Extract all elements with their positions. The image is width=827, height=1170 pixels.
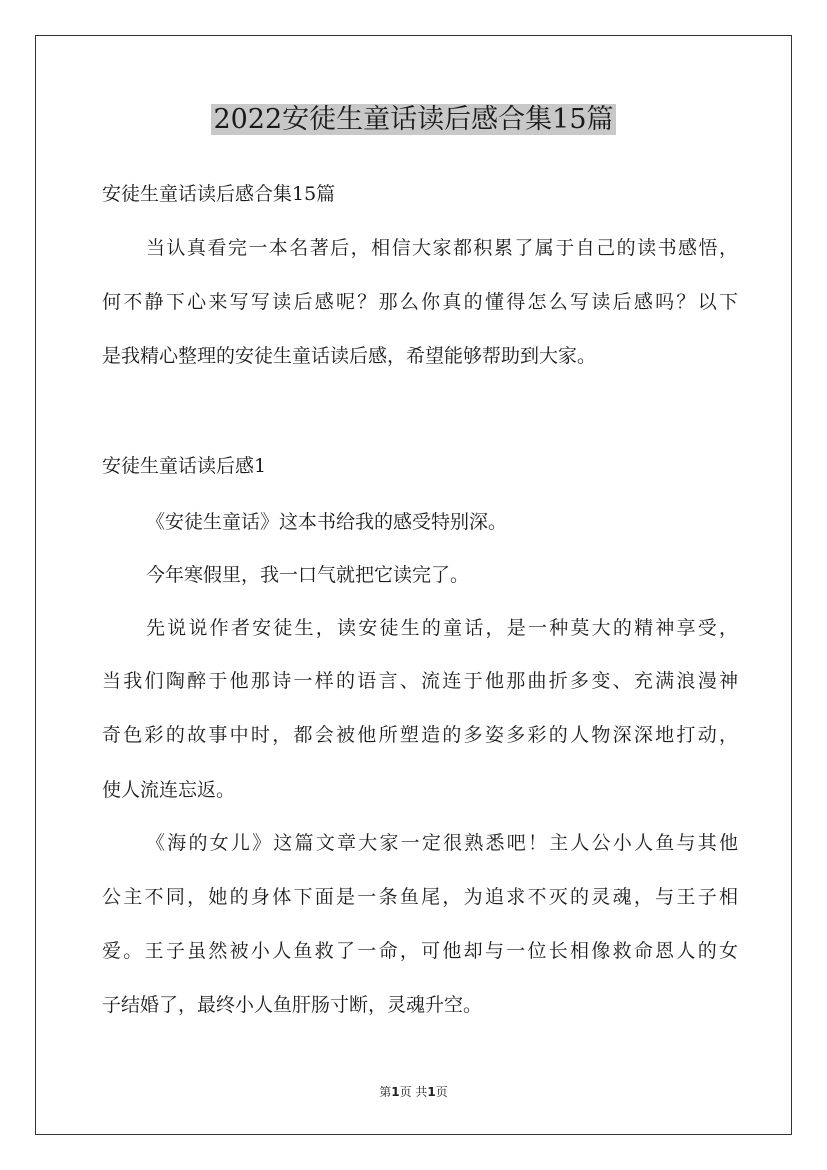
paragraph-2: 今年寒假里，我一口气就把它读完了。 (146, 564, 470, 586)
paragraph-4-line-4: 子结婚了，最终小人鱼肝肠寸断，灵魂升空。 (102, 994, 483, 1016)
page-footer (0, 1084, 827, 1100)
document-subtitle: 安徒生童话读后感合集15篇 (102, 183, 336, 205)
footer-total-pages: 1 (427, 1085, 436, 1099)
footer-middle: 页 共 (399, 1085, 428, 1099)
intro-line-2: 何不静下心来写写读后感呢？那么你真的懂得怎么写读后感吗？以下 (102, 291, 738, 313)
title-highlight: 2022安徒生童话读后感合集15篇 (213, 104, 614, 135)
footer-suffix: 页 (435, 1085, 448, 1099)
paragraph-1: 《安徒生童话》这本书给我的感受特别深。 (146, 511, 508, 533)
paragraph-4-line-1: 《海的女儿》这篇文章大家一定很熟悉吧！主人公小人鱼与其他 (146, 832, 738, 854)
intro-line-3: 是我精心整理的安徒生童话读后感，希望能够帮助到大家。 (102, 345, 597, 367)
section-heading: 安徒生童话读后感1 (102, 455, 267, 477)
paragraph-4-line-2: 公主不同，她的身体下面是一条鱼尾，为追求不灭的灵魂，与王子相 (102, 886, 738, 908)
footer-current-page: 1 (391, 1085, 400, 1099)
paragraph-3-line-2: 当我们陶醉于他那诗一样的语言、流连于他那曲折多变、充满浪漫神 (102, 670, 738, 692)
footer-prefix: 第 (379, 1085, 392, 1099)
intro-line-1: 当认真看完一本名著后，相信大家都积累了属于自己的读书感悟， (146, 237, 738, 259)
paragraph-3-line-3: 奇色彩的故事中时，都会被他所塑造的多姿多彩的人物深深地打动， (102, 724, 738, 746)
paragraph-3-line-1: 先说说作者安徒生，读安徒生的童话，是一种莫大的精神享受， (146, 617, 738, 639)
document-title (0, 100, 827, 140)
paragraph-4-line-3: 爱。王子虽然被小人鱼救了一命，可他却与一位长相像救命恩人的女 (102, 940, 738, 962)
paragraph-3-line-4: 使人流连忘返。 (102, 779, 236, 801)
